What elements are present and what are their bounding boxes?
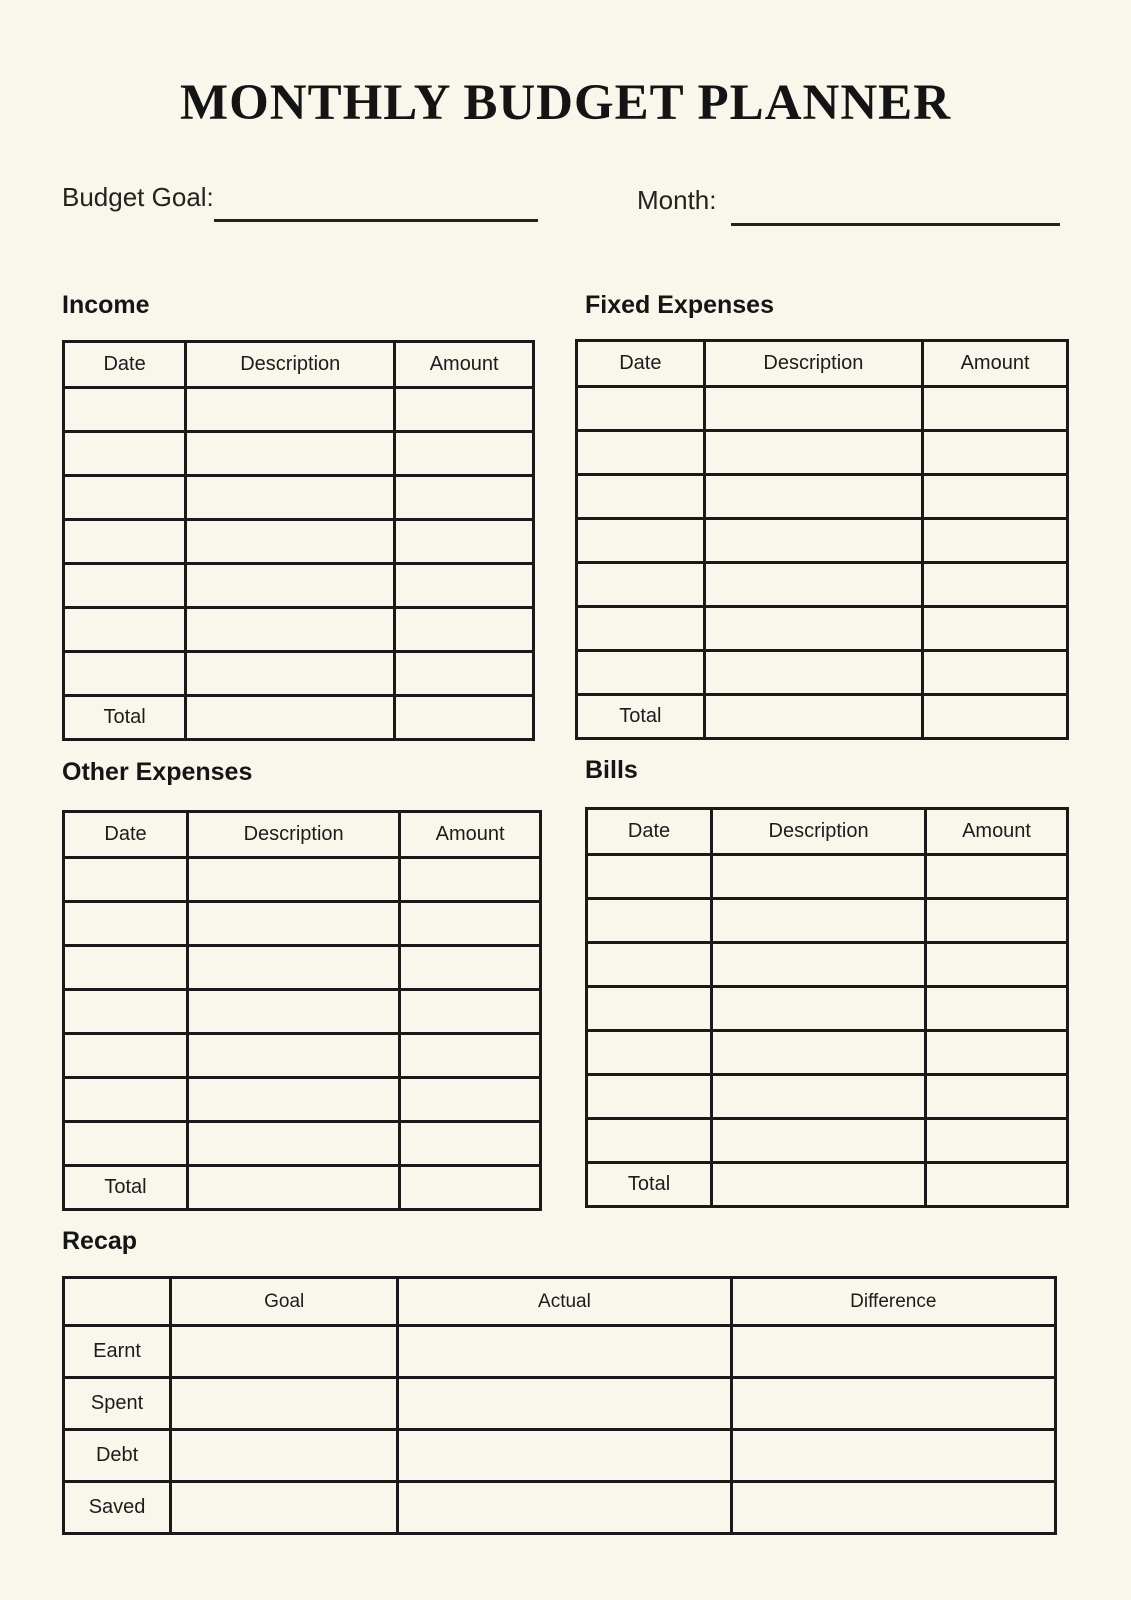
empty-cell[interactable] xyxy=(186,476,395,520)
recap-empty-cell[interactable] xyxy=(398,1378,731,1430)
empty-cell[interactable] xyxy=(188,990,400,1034)
empty-cell[interactable] xyxy=(926,943,1068,987)
empty-cell[interactable] xyxy=(712,987,926,1031)
empty-row xyxy=(64,476,534,520)
total-description-cell[interactable] xyxy=(712,1163,926,1207)
empty-cell[interactable] xyxy=(926,987,1068,1031)
section-heading-bills: Bills xyxy=(585,756,638,784)
empty-cell[interactable] xyxy=(704,519,922,563)
empty-cell[interactable] xyxy=(704,431,922,475)
empty-cell[interactable] xyxy=(400,858,541,902)
total-label: Total xyxy=(587,1163,712,1207)
total-row xyxy=(577,695,1068,739)
empty-cell[interactable] xyxy=(395,388,534,432)
empty-row xyxy=(577,651,1068,695)
recap-row xyxy=(64,1326,1056,1378)
total-amount-cell[interactable] xyxy=(926,1163,1068,1207)
section-heading-fixed-expenses: Fixed Expenses xyxy=(585,291,774,319)
column-header-amount: Amount xyxy=(926,809,1068,855)
empty-row xyxy=(64,902,541,946)
column-header-amount: Amount xyxy=(400,812,541,858)
empty-cell[interactable] xyxy=(186,388,395,432)
total-label: Total xyxy=(577,695,705,739)
empty-row xyxy=(587,1075,1068,1119)
budget-goal-label: Budget Goal: xyxy=(62,182,214,212)
section-heading-other-expenses: Other Expenses xyxy=(62,758,253,786)
empty-cell[interactable] xyxy=(712,1031,926,1075)
recap-corner-cell xyxy=(64,1278,171,1326)
empty-row xyxy=(64,608,534,652)
column-header-date: Date xyxy=(64,812,188,858)
fixed-expenses-table xyxy=(575,339,1069,740)
empty-cell[interactable] xyxy=(923,563,1068,607)
recap-column-header-goal: Goal xyxy=(171,1278,398,1326)
empty-cell[interactable] xyxy=(926,899,1068,943)
empty-row xyxy=(587,855,1068,899)
recap-empty-cell[interactable] xyxy=(171,1430,398,1482)
recap-empty-cell[interactable] xyxy=(171,1378,398,1430)
empty-row xyxy=(587,987,1068,1031)
empty-cell[interactable] xyxy=(577,431,705,475)
empty-cell[interactable] xyxy=(64,902,188,946)
empty-cell[interactable] xyxy=(64,946,188,990)
column-header-description: Description xyxy=(704,341,922,387)
column-header-amount: Amount xyxy=(395,342,534,388)
empty-cell[interactable] xyxy=(400,1122,541,1166)
empty-cell[interactable] xyxy=(577,387,705,431)
empty-cell[interactable] xyxy=(188,1122,400,1166)
empty-cell[interactable] xyxy=(926,1119,1068,1163)
empty-cell[interactable] xyxy=(188,946,400,990)
empty-cell[interactable] xyxy=(395,564,534,608)
empty-cell[interactable] xyxy=(400,1078,541,1122)
recap-empty-cell[interactable] xyxy=(731,1326,1055,1378)
recap-empty-cell[interactable] xyxy=(731,1378,1055,1430)
recap-table xyxy=(62,1276,1057,1535)
empty-row xyxy=(64,520,534,564)
empty-cell[interactable] xyxy=(704,607,922,651)
recap-row xyxy=(64,1430,1056,1482)
empty-cell[interactable] xyxy=(64,1078,188,1122)
empty-cell[interactable] xyxy=(400,990,541,1034)
empty-cell[interactable] xyxy=(923,519,1068,563)
empty-cell[interactable] xyxy=(186,608,395,652)
empty-cell[interactable] xyxy=(188,1078,400,1122)
empty-cell[interactable] xyxy=(188,858,400,902)
empty-cell[interactable] xyxy=(926,855,1068,899)
empty-cell[interactable] xyxy=(926,1075,1068,1119)
empty-cell[interactable] xyxy=(577,475,705,519)
recap-empty-cell[interactable] xyxy=(398,1430,731,1482)
empty-row xyxy=(64,1034,541,1078)
empty-cell[interactable] xyxy=(712,1075,926,1119)
recap-empty-cell[interactable] xyxy=(731,1430,1055,1482)
empty-row xyxy=(577,607,1068,651)
empty-cell[interactable] xyxy=(64,564,186,608)
recap-column-header-actual: Actual xyxy=(398,1278,731,1326)
empty-row xyxy=(587,943,1068,987)
empty-cell[interactable] xyxy=(400,902,541,946)
recap-row xyxy=(64,1482,1056,1534)
empty-cell[interactable] xyxy=(64,608,186,652)
bills-table xyxy=(585,807,1069,1208)
empty-row xyxy=(64,990,541,1034)
recap-column-header-difference: Difference xyxy=(731,1278,1055,1326)
recap-row-label-earnt: Earnt xyxy=(64,1326,171,1378)
empty-row xyxy=(64,1078,541,1122)
column-header-date: Date xyxy=(64,342,186,388)
empty-cell[interactable] xyxy=(587,943,712,987)
header-row xyxy=(577,341,1068,387)
column-header-description: Description xyxy=(188,812,400,858)
empty-row xyxy=(64,858,541,902)
total-description-cell[interactable] xyxy=(188,1166,400,1210)
empty-row xyxy=(64,946,541,990)
empty-cell[interactable] xyxy=(587,1031,712,1075)
empty-cell[interactable] xyxy=(704,475,922,519)
empty-cell[interactable] xyxy=(926,1031,1068,1075)
empty-cell[interactable] xyxy=(64,388,186,432)
empty-cell[interactable] xyxy=(395,652,534,696)
empty-cell[interactable] xyxy=(64,520,186,564)
column-header-description: Description xyxy=(186,342,395,388)
empty-cell[interactable] xyxy=(186,432,395,476)
empty-cell[interactable] xyxy=(188,1034,400,1078)
recap-row xyxy=(64,1378,1056,1430)
empty-cell[interactable] xyxy=(923,607,1068,651)
empty-cell[interactable] xyxy=(186,520,395,564)
empty-row xyxy=(577,431,1068,475)
empty-cell[interactable] xyxy=(395,608,534,652)
empty-row xyxy=(587,1119,1068,1163)
empty-cell[interactable] xyxy=(577,607,705,651)
empty-cell[interactable] xyxy=(587,899,712,943)
empty-row xyxy=(587,1031,1068,1075)
total-label: Total xyxy=(64,1166,188,1210)
column-header-date: Date xyxy=(587,809,712,855)
empty-row xyxy=(587,899,1068,943)
empty-row xyxy=(64,388,534,432)
column-header-amount: Amount xyxy=(923,341,1068,387)
empty-cell[interactable] xyxy=(64,990,188,1034)
empty-row xyxy=(577,563,1068,607)
header-row xyxy=(587,809,1068,855)
total-row xyxy=(587,1163,1068,1207)
column-header-date: Date xyxy=(577,341,705,387)
empty-cell[interactable] xyxy=(400,946,541,990)
income-table xyxy=(62,340,535,741)
empty-row xyxy=(577,387,1068,431)
empty-cell[interactable] xyxy=(400,1034,541,1078)
empty-row xyxy=(64,1122,541,1166)
total-row xyxy=(64,696,534,740)
empty-cell[interactable] xyxy=(712,855,926,899)
empty-cell[interactable] xyxy=(395,520,534,564)
empty-cell[interactable] xyxy=(64,652,186,696)
empty-cell[interactable] xyxy=(712,943,926,987)
recap-row-label-debt: Debt xyxy=(64,1430,171,1482)
empty-cell[interactable] xyxy=(64,1034,188,1078)
recap-row-label-spent: Spent xyxy=(64,1378,171,1430)
total-description-cell[interactable] xyxy=(186,696,395,740)
total-row xyxy=(64,1166,541,1210)
section-heading-recap: Recap xyxy=(62,1227,138,1255)
total-amount-cell[interactable] xyxy=(923,695,1068,739)
recap-empty-cell[interactable] xyxy=(398,1482,731,1534)
budget-goal-input-line[interactable] xyxy=(214,219,538,222)
empty-cell[interactable] xyxy=(64,1122,188,1166)
recap-header-row xyxy=(64,1278,1056,1326)
empty-cell[interactable] xyxy=(64,432,186,476)
recap-empty-cell[interactable] xyxy=(171,1482,398,1534)
month-label: Month: xyxy=(637,185,717,215)
empty-cell[interactable] xyxy=(923,475,1068,519)
empty-cell[interactable] xyxy=(587,1075,712,1119)
empty-cell[interactable] xyxy=(186,564,395,608)
column-header-description: Description xyxy=(712,809,926,855)
other-expenses-table xyxy=(62,810,542,1211)
recap-row-label-saved: Saved xyxy=(64,1482,171,1534)
total-description-cell[interactable] xyxy=(704,695,922,739)
empty-cell[interactable] xyxy=(186,652,395,696)
empty-row xyxy=(64,432,534,476)
empty-cell[interactable] xyxy=(587,855,712,899)
recap-empty-cell[interactable] xyxy=(171,1326,398,1378)
empty-cell[interactable] xyxy=(395,476,534,520)
empty-row xyxy=(577,475,1068,519)
empty-cell[interactable] xyxy=(577,563,705,607)
empty-cell[interactable] xyxy=(587,1119,712,1163)
total-label: Total xyxy=(64,696,186,740)
section-heading-income: Income xyxy=(62,291,150,319)
empty-cell[interactable] xyxy=(577,519,705,563)
total-amount-cell[interactable] xyxy=(395,696,534,740)
page-title: MONTHLY BUDGET PLANNER xyxy=(179,75,952,131)
empty-row xyxy=(577,519,1068,563)
empty-cell[interactable] xyxy=(923,431,1068,475)
empty-cell[interactable] xyxy=(587,987,712,1031)
empty-cell[interactable] xyxy=(704,387,922,431)
empty-cell[interactable] xyxy=(712,899,926,943)
empty-cell[interactable] xyxy=(64,858,188,902)
empty-cell[interactable] xyxy=(188,902,400,946)
empty-cell[interactable] xyxy=(704,563,922,607)
empty-cell[interactable] xyxy=(64,476,186,520)
empty-cell[interactable] xyxy=(577,651,705,695)
empty-cell[interactable] xyxy=(704,651,922,695)
header-row xyxy=(64,812,541,858)
empty-cell[interactable] xyxy=(923,387,1068,431)
empty-row xyxy=(64,652,534,696)
empty-cell[interactable] xyxy=(923,651,1068,695)
empty-cell[interactable] xyxy=(395,432,534,476)
total-amount-cell[interactable] xyxy=(400,1166,541,1210)
empty-row xyxy=(64,564,534,608)
recap-empty-cell[interactable] xyxy=(398,1326,731,1378)
header-row xyxy=(64,342,534,388)
recap-empty-cell[interactable] xyxy=(731,1482,1055,1534)
month-input-line[interactable] xyxy=(731,223,1060,226)
empty-cell[interactable] xyxy=(712,1119,926,1163)
